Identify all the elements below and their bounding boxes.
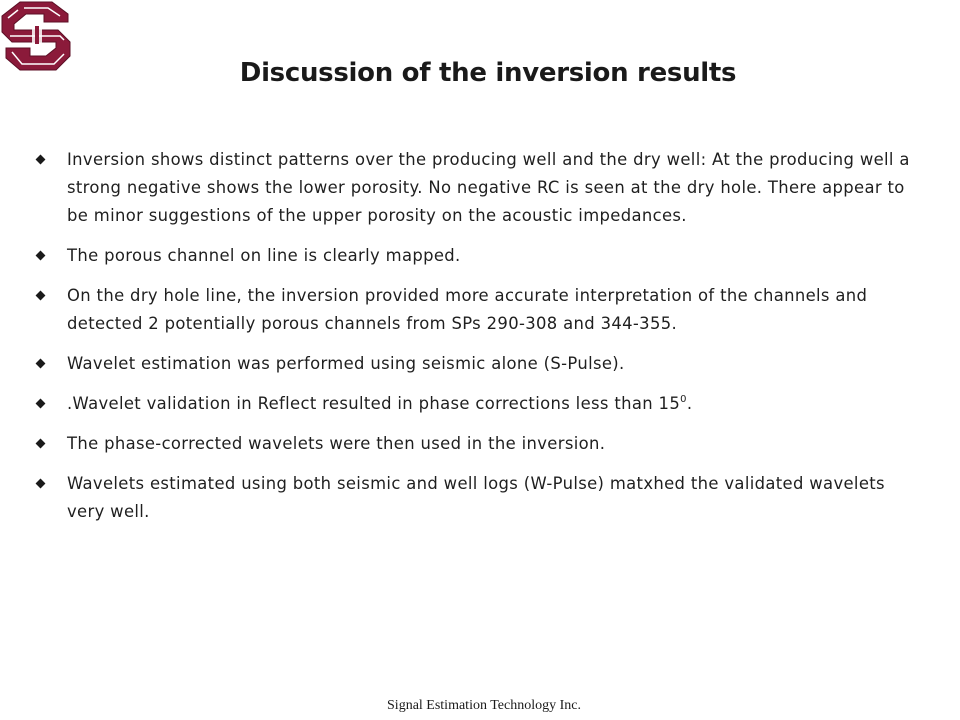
degree-superscript: 0: [680, 393, 687, 405]
diamond-bullet-icon: [36, 359, 46, 369]
diamond-bullet-icon: [36, 291, 46, 301]
bullet-suffix: .: [686, 394, 693, 413]
list-item: [36, 350, 926, 378]
list-item: [36, 146, 926, 230]
diamond-bullet-icon: [36, 439, 46, 449]
list-item: [36, 430, 926, 458]
bullet-text: The phase-corrected wavelets were then used in the inversion.: [67, 434, 606, 453]
page-title: Discussion of the inversion results: [239, 58, 737, 88]
list-item: [36, 242, 926, 270]
bullet-text: Wavelets estimated using both seismic and well logs (W-Pulse) matxhed the validated wavelets very well.: [67, 474, 885, 521]
bullet-text: .Wavelet validation in Reflect resulted in phase corrections less than 15: [67, 394, 681, 413]
bullet-text: Inversion shows distinct patterns over the producing well and the dry well: At the producing well a strong negative shows the lower porosity. No negative RC is seen at the dry hole. There appear to be minor suggestions of the upper porosity on the acoustic impedances.: [67, 150, 910, 225]
footer-company-name: Signal Estimation Technology Inc.: [387, 698, 581, 713]
diamond-bullet-icon: [36, 251, 46, 261]
bullet-text: Wavelet estimation was performed using seismic alone (S-Pulse).: [67, 354, 625, 373]
list-item: [36, 390, 926, 418]
bullet-text: The porous channel on line is clearly mapped.: [67, 246, 461, 265]
list-item: [36, 470, 926, 526]
diamond-bullet-icon: [36, 399, 46, 409]
bullet-text: On the dry hole line, the inversion provided more accurate interpretation of the channels and detected 2 potentially porous channels from SPs 290-308 and 344-355.: [67, 286, 868, 333]
diamond-bullet-icon: [36, 479, 46, 489]
bullet-list: [36, 146, 926, 538]
list-item: [36, 282, 926, 338]
diamond-bullet-icon: [36, 155, 46, 165]
